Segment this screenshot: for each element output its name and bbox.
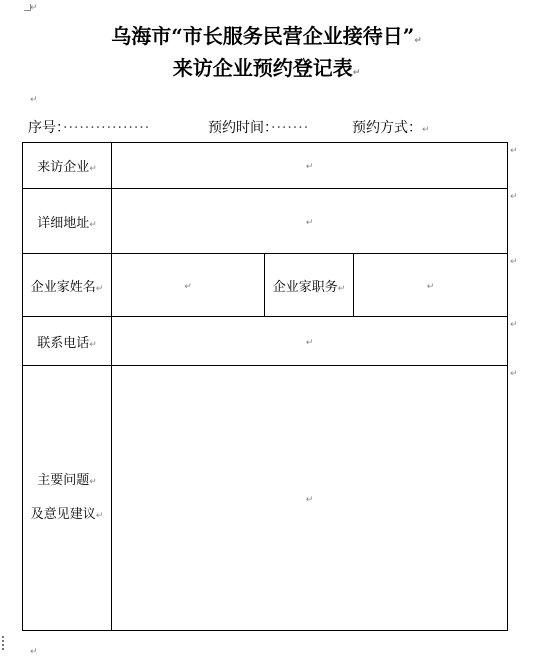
paragraph-mark: ↵ — [305, 217, 314, 228]
row-end-mark: ↵ — [510, 146, 518, 156]
issues-label-cell — [23, 366, 112, 631]
company-label: 来访企业 — [37, 160, 90, 175]
method-label: 预约方式： — [352, 120, 422, 136]
registration-table — [22, 142, 508, 631]
phone-label-cell — [23, 317, 112, 366]
appointment-time-field — [208, 119, 309, 137]
paragraph-mark: ↵ — [305, 494, 314, 505]
serial-number-field — [28, 119, 150, 137]
paragraph-mark: ↵ — [422, 125, 430, 135]
row-end-mark: ↵ — [510, 257, 518, 267]
paragraph-mark: ↵ — [184, 281, 192, 292]
name-value-cell[interactable] — [112, 254, 265, 317]
paragraph-mark: ↵ — [89, 339, 97, 350]
row-end-mark: ↵ — [510, 192, 518, 202]
position-label: 企业家职务 — [272, 279, 338, 295]
company-label-cell — [23, 143, 112, 189]
row-issues — [23, 366, 508, 631]
paragraph-mark: ↵ — [305, 162, 314, 172]
paragraph-mark: ↵ — [89, 164, 97, 174]
position-value-cell[interactable] — [354, 254, 508, 317]
issues-label-line-2: 及意见建议↵ — [30, 507, 104, 522]
row-entrepreneur — [23, 254, 508, 317]
paragraph-mark: ↵ — [95, 283, 104, 294]
serial-fill-dots: ················ — [63, 120, 151, 136]
paragraph-mark: ↵ — [337, 283, 346, 294]
paragraph-mark: ↵ — [352, 68, 361, 78]
paragraph-mark: ↵ — [95, 511, 104, 521]
row-end-mark: ↵ — [510, 320, 518, 330]
title-line-1: 乌海市“市长服务民营企业接待日”↵ — [111, 24, 422, 48]
margin-handle-dots — [2, 636, 6, 650]
serial-label: 序号： — [28, 120, 63, 136]
paragraph-mark: ↵ — [426, 281, 435, 292]
title-line-2: 来访企业预约登记表↵ — [172, 56, 361, 80]
issues-label-line-1: 主要问题↵ — [37, 473, 97, 488]
appointment-method-field — [352, 119, 430, 137]
paragraph-mark: ↵ — [305, 337, 314, 348]
paragraph-mark: ↵ — [30, 3, 38, 13]
paragraph-mark: ↵ — [89, 219, 97, 230]
paragraph-mark: ↵ — [89, 477, 97, 487]
phone-value-cell[interactable] — [112, 317, 508, 366]
paragraph-mark: ↵ — [30, 95, 38, 105]
company-value-cell[interactable] — [112, 143, 508, 189]
position-label-cell — [265, 254, 354, 317]
row-address — [23, 189, 508, 254]
row-phone — [23, 317, 508, 366]
time-fill-dots: ······· — [271, 120, 310, 136]
issues-value-cell[interactable] — [112, 366, 508, 631]
paragraph-mark: ↵ — [414, 36, 422, 46]
phone-label: 联系电话 — [37, 335, 90, 351]
address-label: 详细地址 — [37, 215, 90, 231]
name-label: 企业家姓名 — [30, 279, 96, 295]
name-label-cell — [23, 254, 112, 317]
row-end-mark: ↵ — [510, 369, 518, 379]
address-value-cell[interactable] — [112, 189, 508, 254]
address-label-cell — [23, 189, 112, 254]
paragraph-mark: ↵ — [30, 647, 38, 657]
time-label: 预约时间： — [208, 120, 271, 136]
row-company — [23, 143, 508, 189]
